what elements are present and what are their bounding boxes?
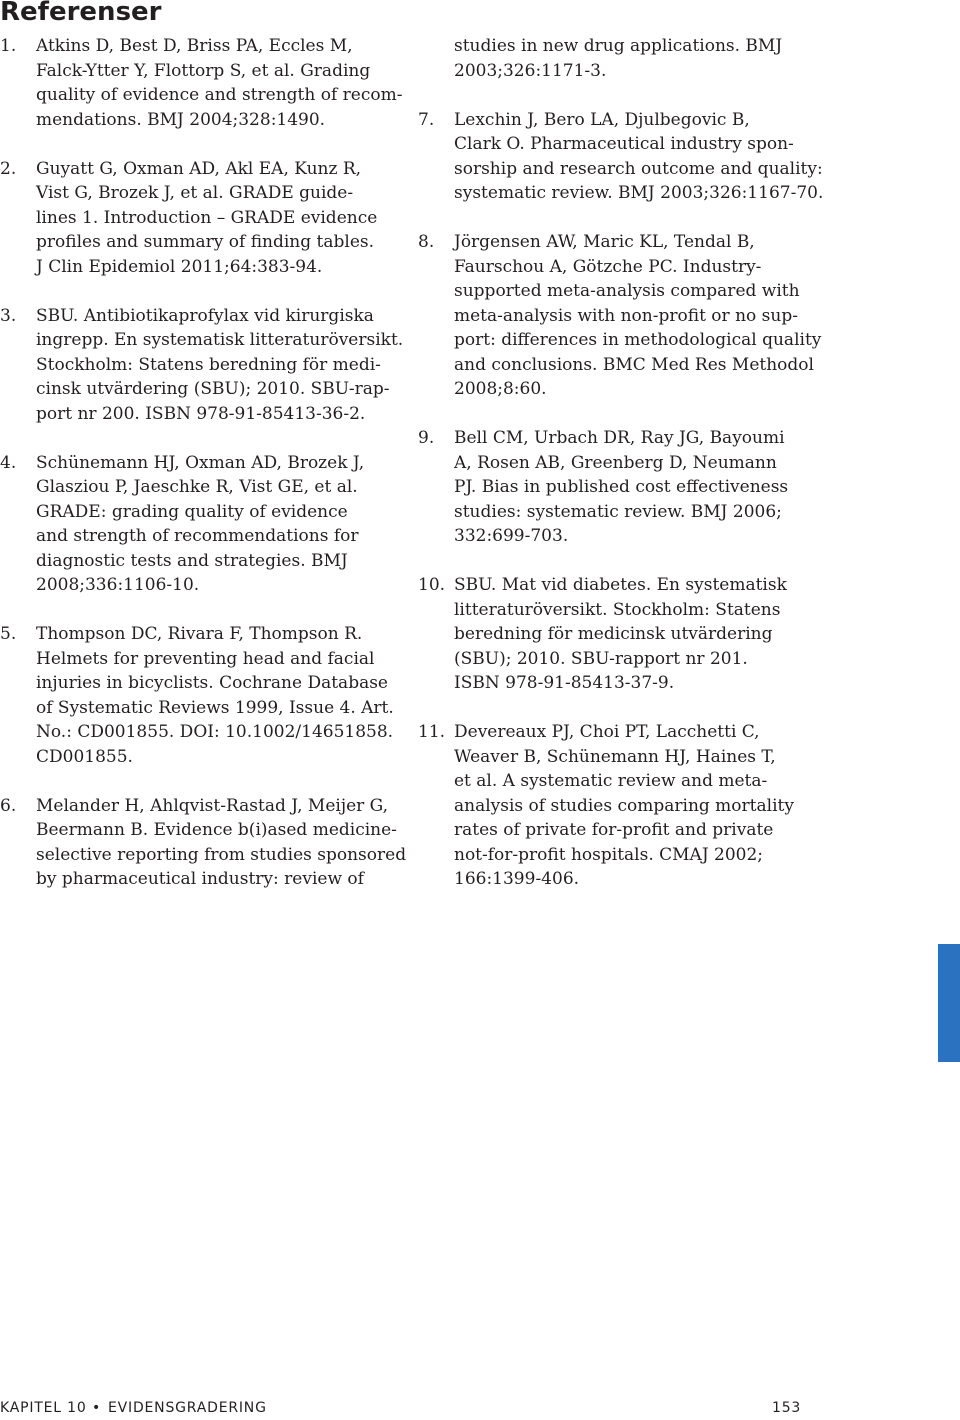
- reference-text-line: 2003;326:1171-3.: [454, 60, 607, 81]
- footer-bullet: •: [92, 1400, 102, 1416]
- page-number: 153: [772, 1400, 802, 1416]
- reference-text-line: profiles and summary of finding tables.: [36, 232, 375, 252]
- reference-text-line: 2008;336:1106-10.: [36, 575, 200, 595]
- reference-text-line: analysis of studies comparing mortality: [454, 795, 794, 816]
- reference-text-line: port nr 200. ISBN 978-91-85413-36-2.: [36, 403, 366, 424]
- reference-text-line: port: differences in methodological quality: [454, 330, 822, 350]
- reference-text-line: Weaver B, Schünemann HJ, Haines T,: [454, 746, 776, 767]
- reference-text-line: 2008;8:60.: [454, 379, 547, 399]
- reference-text-line: Stockholm: Statens beredning för medi-: [36, 354, 381, 375]
- reference-text-line: et al. A systematic review and meta-: [454, 771, 768, 791]
- reference-item: [0, 304, 404, 427]
- reference-text-line: PJ. Bias in published cost effectiveness: [454, 477, 789, 497]
- reference-text-line: Lexchin J, Bero LA, Djulbegovic B,: [454, 109, 750, 130]
- reference-text-line: lines 1. Introduction – GRADE evidence: [36, 207, 378, 228]
- reference-text-line: Beermann B. Evidence b(i)ased medicine-: [36, 820, 397, 840]
- reference-text-line: by pharmaceutical industry: review of: [36, 869, 364, 889]
- reference-number: 8.: [418, 232, 435, 252]
- footer-chapter: KAPITEL 10: [0, 1400, 87, 1416]
- reference-text-line: Helmets for preventing head and facial: [36, 648, 375, 669]
- reference-number: 2.: [0, 158, 17, 179]
- reference-number: 3.: [0, 305, 17, 326]
- reference-text-line: meta-analysis with non-profit or no sup-: [454, 305, 798, 326]
- reference-number: 4.: [0, 452, 17, 473]
- reference-item: [418, 426, 818, 549]
- reference-item: [418, 108, 824, 206]
- reference-number: 10.: [418, 575, 446, 595]
- reference-text-line: beredning för medicinsk utvärdering: [454, 624, 773, 644]
- reference-number: 6.: [0, 795, 17, 816]
- reference-text-line: Devereaux PJ, Choi PT, Lacchetti C,: [454, 722, 760, 742]
- reference-text-line: of Systematic Reviews 1999, Issue 4. Art.: [36, 697, 394, 718]
- reference-text-line: Melander H, Ahlqvist-Rastad J, Meijer G,: [36, 795, 389, 816]
- reference-text-line: ISBN 978-91-85413-37-9.: [454, 673, 675, 693]
- reference-number: 9.: [418, 428, 435, 448]
- reference-text-line: Guyatt G, Oxman AD, Akl EA, Kunz R,: [36, 158, 362, 179]
- page-heading: Referenser: [0, 0, 162, 27]
- reference-text-line: sorship and research outcome and quality:: [454, 158, 823, 179]
- reference-number: 7.: [418, 109, 435, 130]
- reference-text-line: Falck-Ytter Y, Flottorp S, et al. Grading: [36, 60, 371, 81]
- reference-item: [418, 34, 818, 83]
- reference-text-line: Glasziou P, Jaeschke R, Vist GE, et al.: [36, 477, 358, 497]
- reference-text-line: A, Rosen AB, Greenberg D, Neumann: [454, 452, 777, 473]
- reference-text-line: 332:699-703.: [454, 526, 569, 546]
- reference-text-line: quality of evidence and strength of recom-: [36, 85, 403, 105]
- reference-text-line: supported meta-analysis compared with: [454, 281, 800, 301]
- reference-text-line: litteraturöversikt. Stockholm: Statens: [454, 599, 781, 620]
- reference-text-line: Schünemann HJ, Oxman AD, Brozek J,: [36, 452, 365, 473]
- chapter-side-tab: [938, 944, 960, 1062]
- page-footer: [0, 1397, 800, 1419]
- reference-number: 11.: [418, 722, 446, 742]
- reference-text-line: studies in new drug applications. BMJ: [454, 36, 783, 56]
- reference-text-line: not-for-profit hospitals. CMAJ 2002;: [454, 844, 764, 865]
- footer-section: EVIDENSGRADERING: [108, 1400, 267, 1416]
- reference-text-line: Bell CM, Urbach DR, Ray JG, Bayoumi: [454, 428, 785, 448]
- reference-text-line: diagnostic tests and strategies. BMJ: [36, 550, 348, 571]
- reference-text-line: GRADE: grading quality of evidence: [36, 501, 348, 522]
- reference-item: [418, 720, 818, 892]
- reference-text-line: 166:1399-406.: [454, 869, 580, 889]
- reference-text-line: ingrepp. En systematisk litteraturöversikt.: [36, 330, 404, 350]
- reference-text-line: Thompson DC, Rivara F, Thompson R.: [36, 624, 363, 644]
- reference-text-line: CD001855.: [36, 746, 133, 767]
- reference-text-line: systematic review. BMJ 2003;326:1167-70.: [454, 183, 824, 203]
- reference-number: 5.: [0, 624, 17, 644]
- reference-item: [0, 622, 400, 769]
- references-left-column: [0, 34, 407, 916]
- reference-text-line: (SBU); 2010. SBU-rapport nr 201.: [454, 648, 748, 669]
- reference-item: [0, 157, 400, 280]
- reference-text-line: cinsk utvärdering (SBU); 2010. SBU-rap-: [36, 379, 390, 399]
- reference-text-line: mendations. BMJ 2004;328:1490.: [36, 109, 326, 130]
- reference-text-line: Faurschou A, Götzche PC. Industry-: [454, 256, 762, 277]
- reference-text-line: and strength of recommendations for: [36, 526, 359, 546]
- reference-text-line: J Clin Epidemiol 2011;64:383-94.: [36, 256, 323, 277]
- reference-text-line: studies: systematic review. BMJ 2006;: [454, 501, 782, 522]
- reference-text-line: and conclusions. BMC Med Res Methodol: [454, 354, 814, 375]
- reference-item: [418, 230, 822, 402]
- reference-text-line: Atkins D, Best D, Briss PA, Eccles M,: [36, 36, 353, 56]
- reference-item: [0, 34, 403, 132]
- reference-text-line: No.: CD001855. DOI: 10.1002/14651858.: [36, 722, 394, 742]
- reference-number: 1.: [0, 36, 17, 56]
- reference-text-line: Clark O. Pharmaceutical industry spon-: [454, 134, 794, 154]
- reference-text-line: Vist G, Brozek J, et al. GRADE guide-: [36, 183, 354, 203]
- references-right-column: [418, 34, 824, 916]
- reference-item: [0, 794, 407, 892]
- reference-text-line: Jörgensen AW, Maric KL, Tendal B,: [454, 232, 755, 252]
- reference-text-line: injuries in bicyclists. Cochrane Database: [36, 673, 388, 693]
- reference-text-line: SBU. Mat vid diabetes. En systematisk: [454, 575, 787, 595]
- reference-item: [418, 573, 818, 696]
- reference-item: [0, 451, 400, 598]
- reference-text-line: selective reporting from studies sponsored: [36, 844, 407, 865]
- reference-text-line: SBU. Antibiotikaprofylax vid kirurgiska: [36, 305, 374, 326]
- reference-text-line: rates of private for-profit and private: [454, 820, 774, 840]
